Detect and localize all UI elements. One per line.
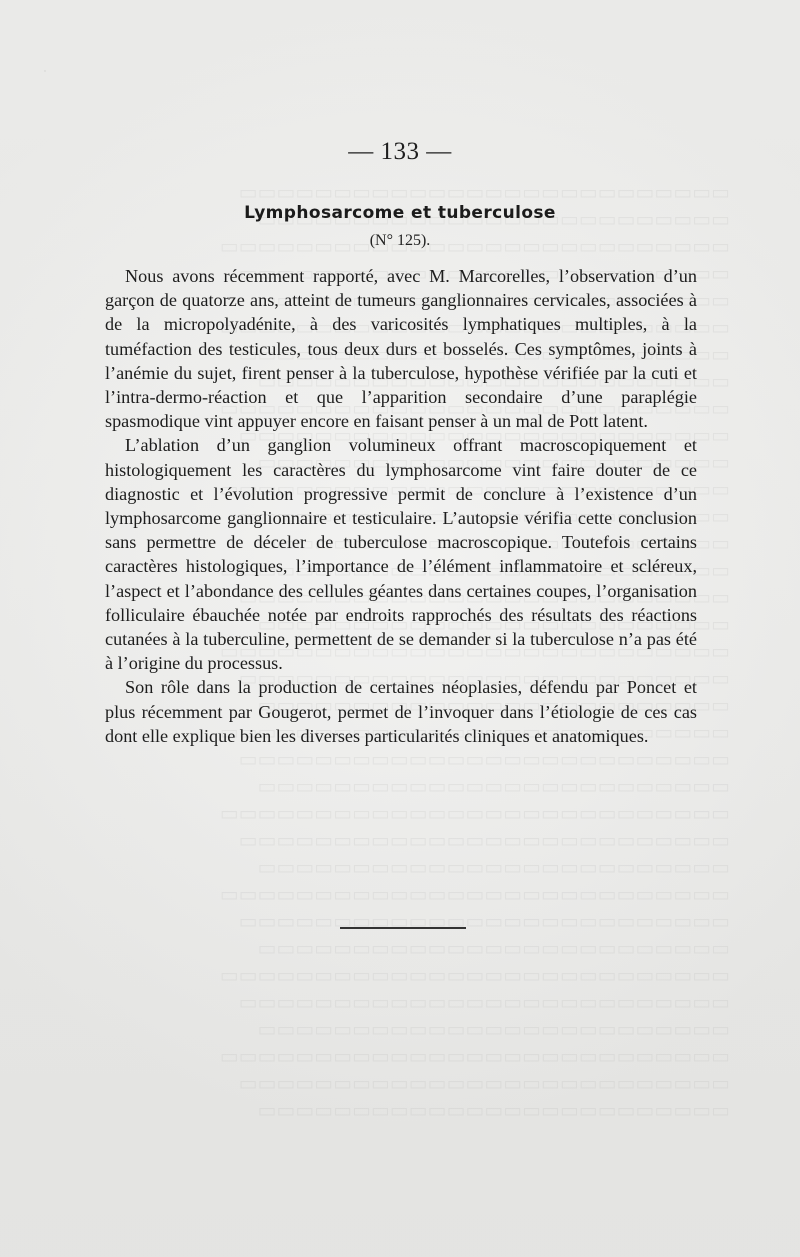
article-title: Lymphosarcome et tuberculose [244, 203, 556, 223]
paragraph-1: Nous avons récemment rapporté, avec M. Marcorelles, l’observation d’un garçon de quatorze ans, atteint de tumeurs ganglionnaires cervicales, associées à de la micropolyadénite, à des varicosités lymphatiques multiples, à la tuméfaction des testicules, tous deux durs et bosselés. Ces symptômes, joints à l’anémie du sujet, firent penser à la tuberculose, hypothèse vérifiée par la cuti et l’intra-dermo-réaction et que l’apparition secondaire d’une paraplégie spasmodique vint appuyer encore en faisant penser à un mal de Pott latent. [105, 266, 697, 432]
section-divider [340, 927, 466, 929]
paragraph-2: L’ablation d’un ganglion volumineux offrant macroscopiquement et histologiquement les caractères du lymphosarcome vint faire douter de ce diagnostic et l’évolution progressive permit de conclure à l’existence d’un lymphosarcome ganglionnaire et testiculaire. L’autopsie vérifia cette conclusion sans permettre de déceler de tuberculose macroscopique. Toutefois certains caractères histologiques, l’importance de l’élément inflammatoire et scléreux, l’aspect et l’abondance des cellules géantes dans certaines coupes, l’organisation folliculaire ébauchée notée par endroits rapprochés des résultats des réactions cutanées à la tuberculine, permettent de se demander si la tuberculose n’a pas été à l’origine du processus. [105, 435, 697, 674]
article-subtitle: (N° 125). [369, 232, 431, 249]
page-number: — 133 — [348, 138, 452, 165]
page-stain-mark: · [42, 60, 48, 80]
paragraph-3: Son rôle dans la production de certaines néoplasies, défendu par Poncet et plus récemment par Gougerot, permet de l’invoquer dans l’étiologie de ces cas dont elle explique bien les diverses particularités cliniques et anatomiques. [105, 677, 697, 746]
article-body [105, 264, 697, 748]
